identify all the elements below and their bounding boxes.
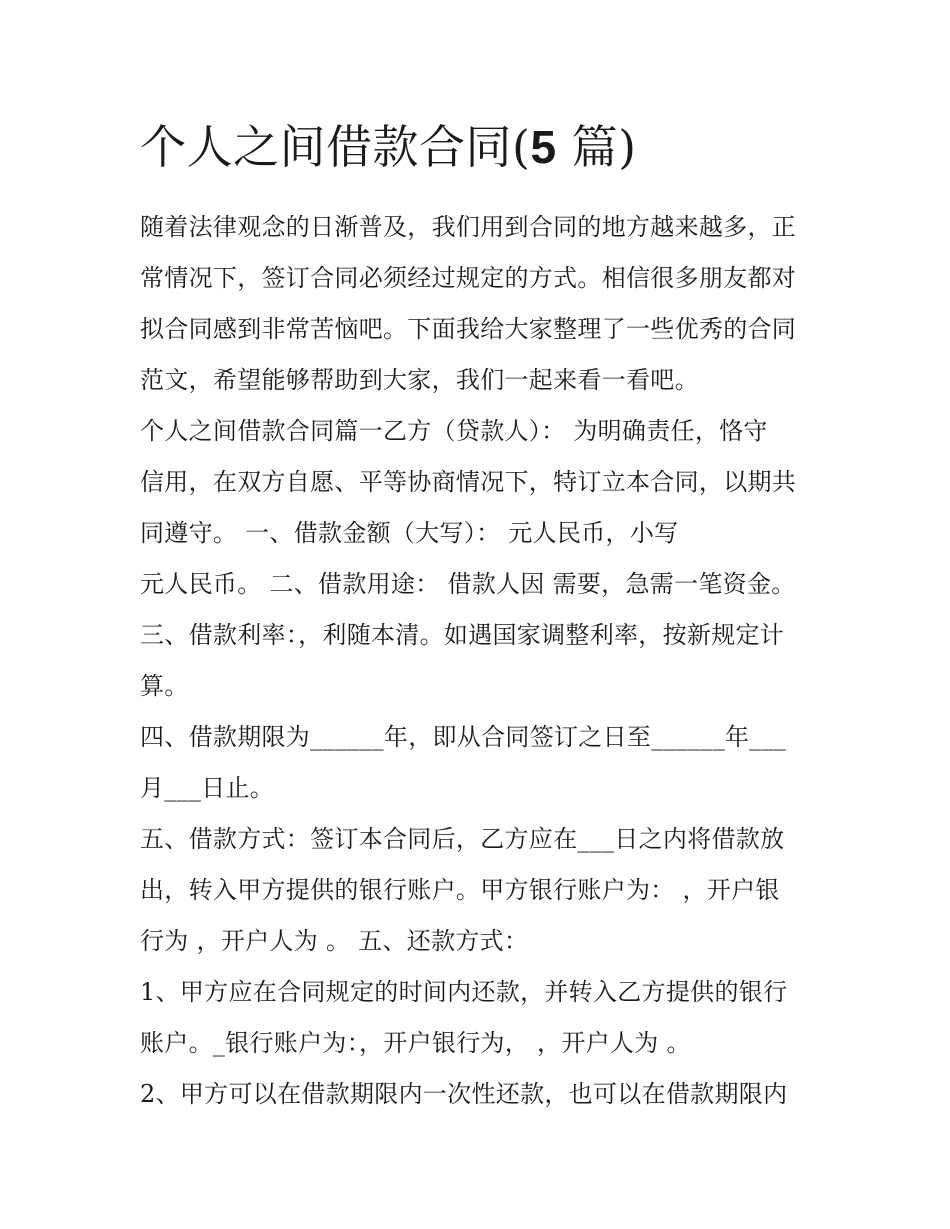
document-body [140,202,820,1120]
text-line: 范文，希望能够帮助到大家，我们一起来看一看吧。 [140,366,699,394]
text-line: 常情况下，签订合同必须经过规定的方式。相信很多朋友都对 [140,264,797,292]
text-line: 信用，在双方自愿、平等协商情况下，特订立本合同，以期共 [140,468,797,496]
text-line: 随着法律观念的日渐普及，我们用到合同的地方越来越多，正 [140,213,797,241]
text-line: 出，转入甲方提供的银行账户。甲方银行账户为： ，开户银 [140,876,780,904]
text-line: 账户。_银行账户为：，开户银行为， ，开户人为 。 [140,1029,691,1057]
document-title [140,112,820,182]
text-line: 个人之间借款合同篇一乙方（贷款人）： 为明确责任，恪守 [140,417,768,445]
title-text-pre: 个人之间借款合同( [140,120,531,174]
title-count: 5 [530,121,557,173]
text-line: 元人民币。 二、借款用途： 借款人因 需要，急需一笔资金。 [140,570,796,598]
text-line: 四、借款期限为______年，即从合同签订之日至______年___ [140,723,787,751]
text-line: 三、借款利率：，利随本清。如遇国家调整利率，按新规定计 [140,621,785,649]
text-line: 2、甲方可以在借款期限内一次性还款，也可以在借款期限内 [140,1080,788,1108]
text-line: 月___日止。 [140,774,275,802]
text-line: 行为 ，开户人为 。 五、还款方式： [140,927,529,955]
title-text-post: 篇) [556,120,637,174]
text-line: 算。 [140,672,189,700]
text-line: 拟合同感到非常苦恼吧。下面我给大家整理了一些优秀的合同 [140,315,797,343]
text-line: 同遵守。 一、借款金额（大写）： 元人民币，小写 [140,519,679,547]
text-line: 五、借款方式：签订本合同后，乙方应在___日之内将借款放 [140,825,785,853]
text-line: 1、甲方应在合同规定的时间内还款，并转入乙方提供的银行 [140,978,788,1006]
document-page [140,112,820,1120]
